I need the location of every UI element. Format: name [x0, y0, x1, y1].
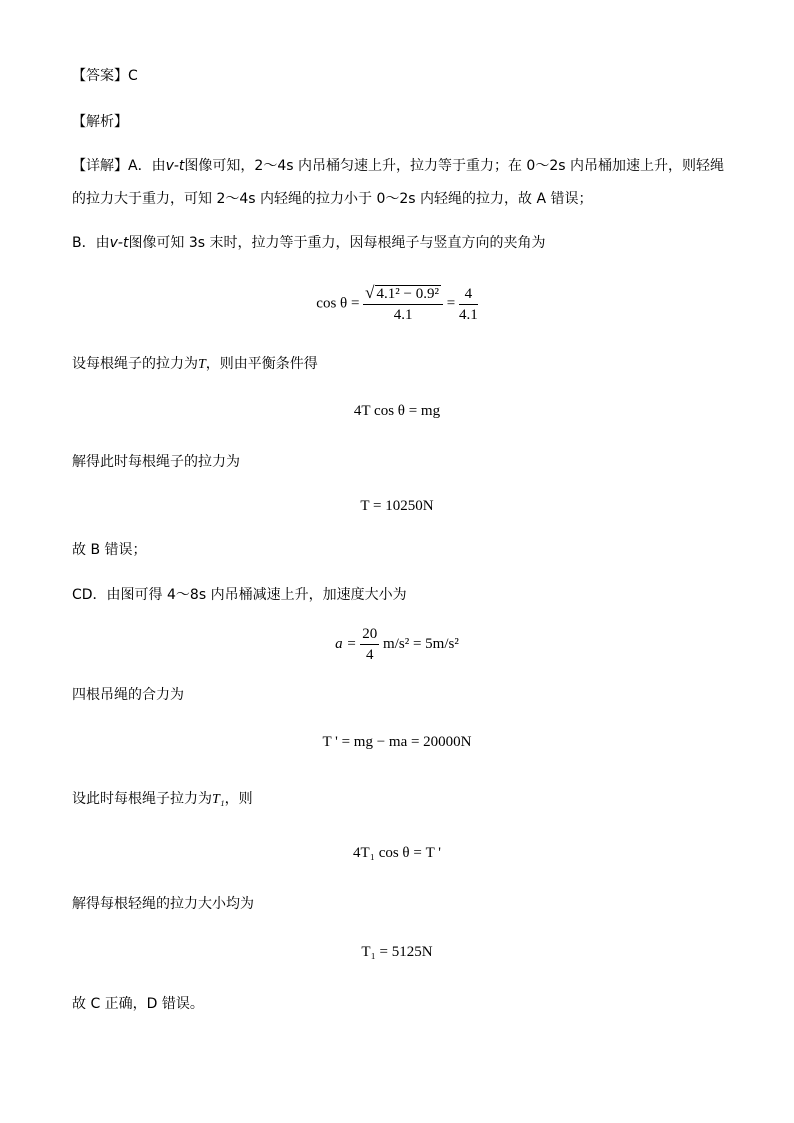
answer-label: 【答案】 — [72, 68, 128, 84]
symbol-T: T — [198, 357, 206, 372]
eq-cos-fraction-1 — [363, 284, 443, 324]
vt-symbol-b: v-t — [109, 235, 129, 251]
b-tension-text-end: ，则由平衡条件得 — [205, 356, 318, 372]
equation-total-force: T ' = mg − ma = 20000N — [322, 734, 472, 750]
eq-cos-equals: = — [446, 295, 456, 312]
eq-a-num: 20 — [360, 625, 379, 645]
analysis-label: 【解析】 — [72, 114, 128, 130]
b-line-tension — [72, 355, 318, 374]
detail-a-line2: 的拉力大于重力，可知 2～4s 内轻绳的拉力小于 0～2s 内轻绳的拉力，故 A 错误； — [72, 191, 593, 207]
answer-value: C — [128, 68, 138, 84]
cd-line1: CD．由图可得 4～8s 内吊桶减速上升，加速度大小为 — [72, 587, 407, 603]
equation-T-value: T = 10250N — [360, 498, 434, 514]
cd-line-total: 四根吊绳的合力为 — [72, 687, 184, 703]
detail-label: 【详解】 — [72, 158, 128, 174]
cd-line-solve: 解得每根轻绳的拉力大小均为 — [72, 896, 254, 912]
cd-line-T1 — [72, 790, 253, 809]
eq-a-den: 4 — [366, 647, 374, 663]
equation-balance: 4T cos θ = mg — [353, 403, 441, 419]
eq-cos-num2: 4 — [459, 285, 478, 305]
b-line-solve: 解得此时每根绳子的拉力为 — [72, 454, 240, 470]
b-conclusion: 故 B 错误； — [72, 542, 147, 558]
b-line1 — [72, 234, 546, 252]
equation-cos-theta — [0, 284, 794, 324]
detail-a-text2: 图像可知，2～4s 内吊桶匀速上升，拉力等于重力；在 0～2s 内吊桶加速上升，则轻绳 — [184, 158, 724, 174]
detail-a-line1 — [72, 157, 724, 175]
vt-symbol: v-t — [165, 158, 185, 174]
cd-T1-text: 设此时每根绳子拉力为 — [72, 791, 212, 807]
eq-cos-num1: 4.1² − 0.9² — [376, 286, 439, 302]
sqrt-icon: √ — [365, 283, 375, 302]
detail-a-text1: A．由 — [128, 158, 166, 174]
equation-T1-balance: 4T₁ cos θ = T ' — [353, 845, 441, 861]
cd-T1-text-end: ，则 — [224, 791, 253, 807]
equation-acceleration — [0, 625, 794, 664]
eq-cos-den1: 4.1 — [393, 307, 413, 323]
eq-cos-lhs: cos θ = — [316, 295, 360, 312]
equation-T1-value: T₁ = 5125N — [361, 944, 433, 960]
b-tension-text: 设每根绳子的拉力为 — [72, 356, 198, 372]
eq-cos-den2: 4.1 — [458, 306, 478, 323]
eq-a-lhs: a = — [335, 635, 357, 652]
answer-line — [72, 67, 138, 85]
eq-a-fraction — [360, 625, 379, 664]
eq-a-rhs: m/s² = 5m/s² — [383, 635, 459, 652]
eq-cos-fraction-2 — [459, 285, 478, 324]
b-text1: B．由 — [72, 235, 110, 251]
symbol-T1: T₁ — [212, 792, 225, 807]
b-text2: 图像可知 3s 末时，拉力等于重力，因每根绳子与竖直方向的夹角为 — [128, 235, 546, 251]
cd-conclusion: 故 C 正确，D 错误。 — [72, 996, 204, 1012]
